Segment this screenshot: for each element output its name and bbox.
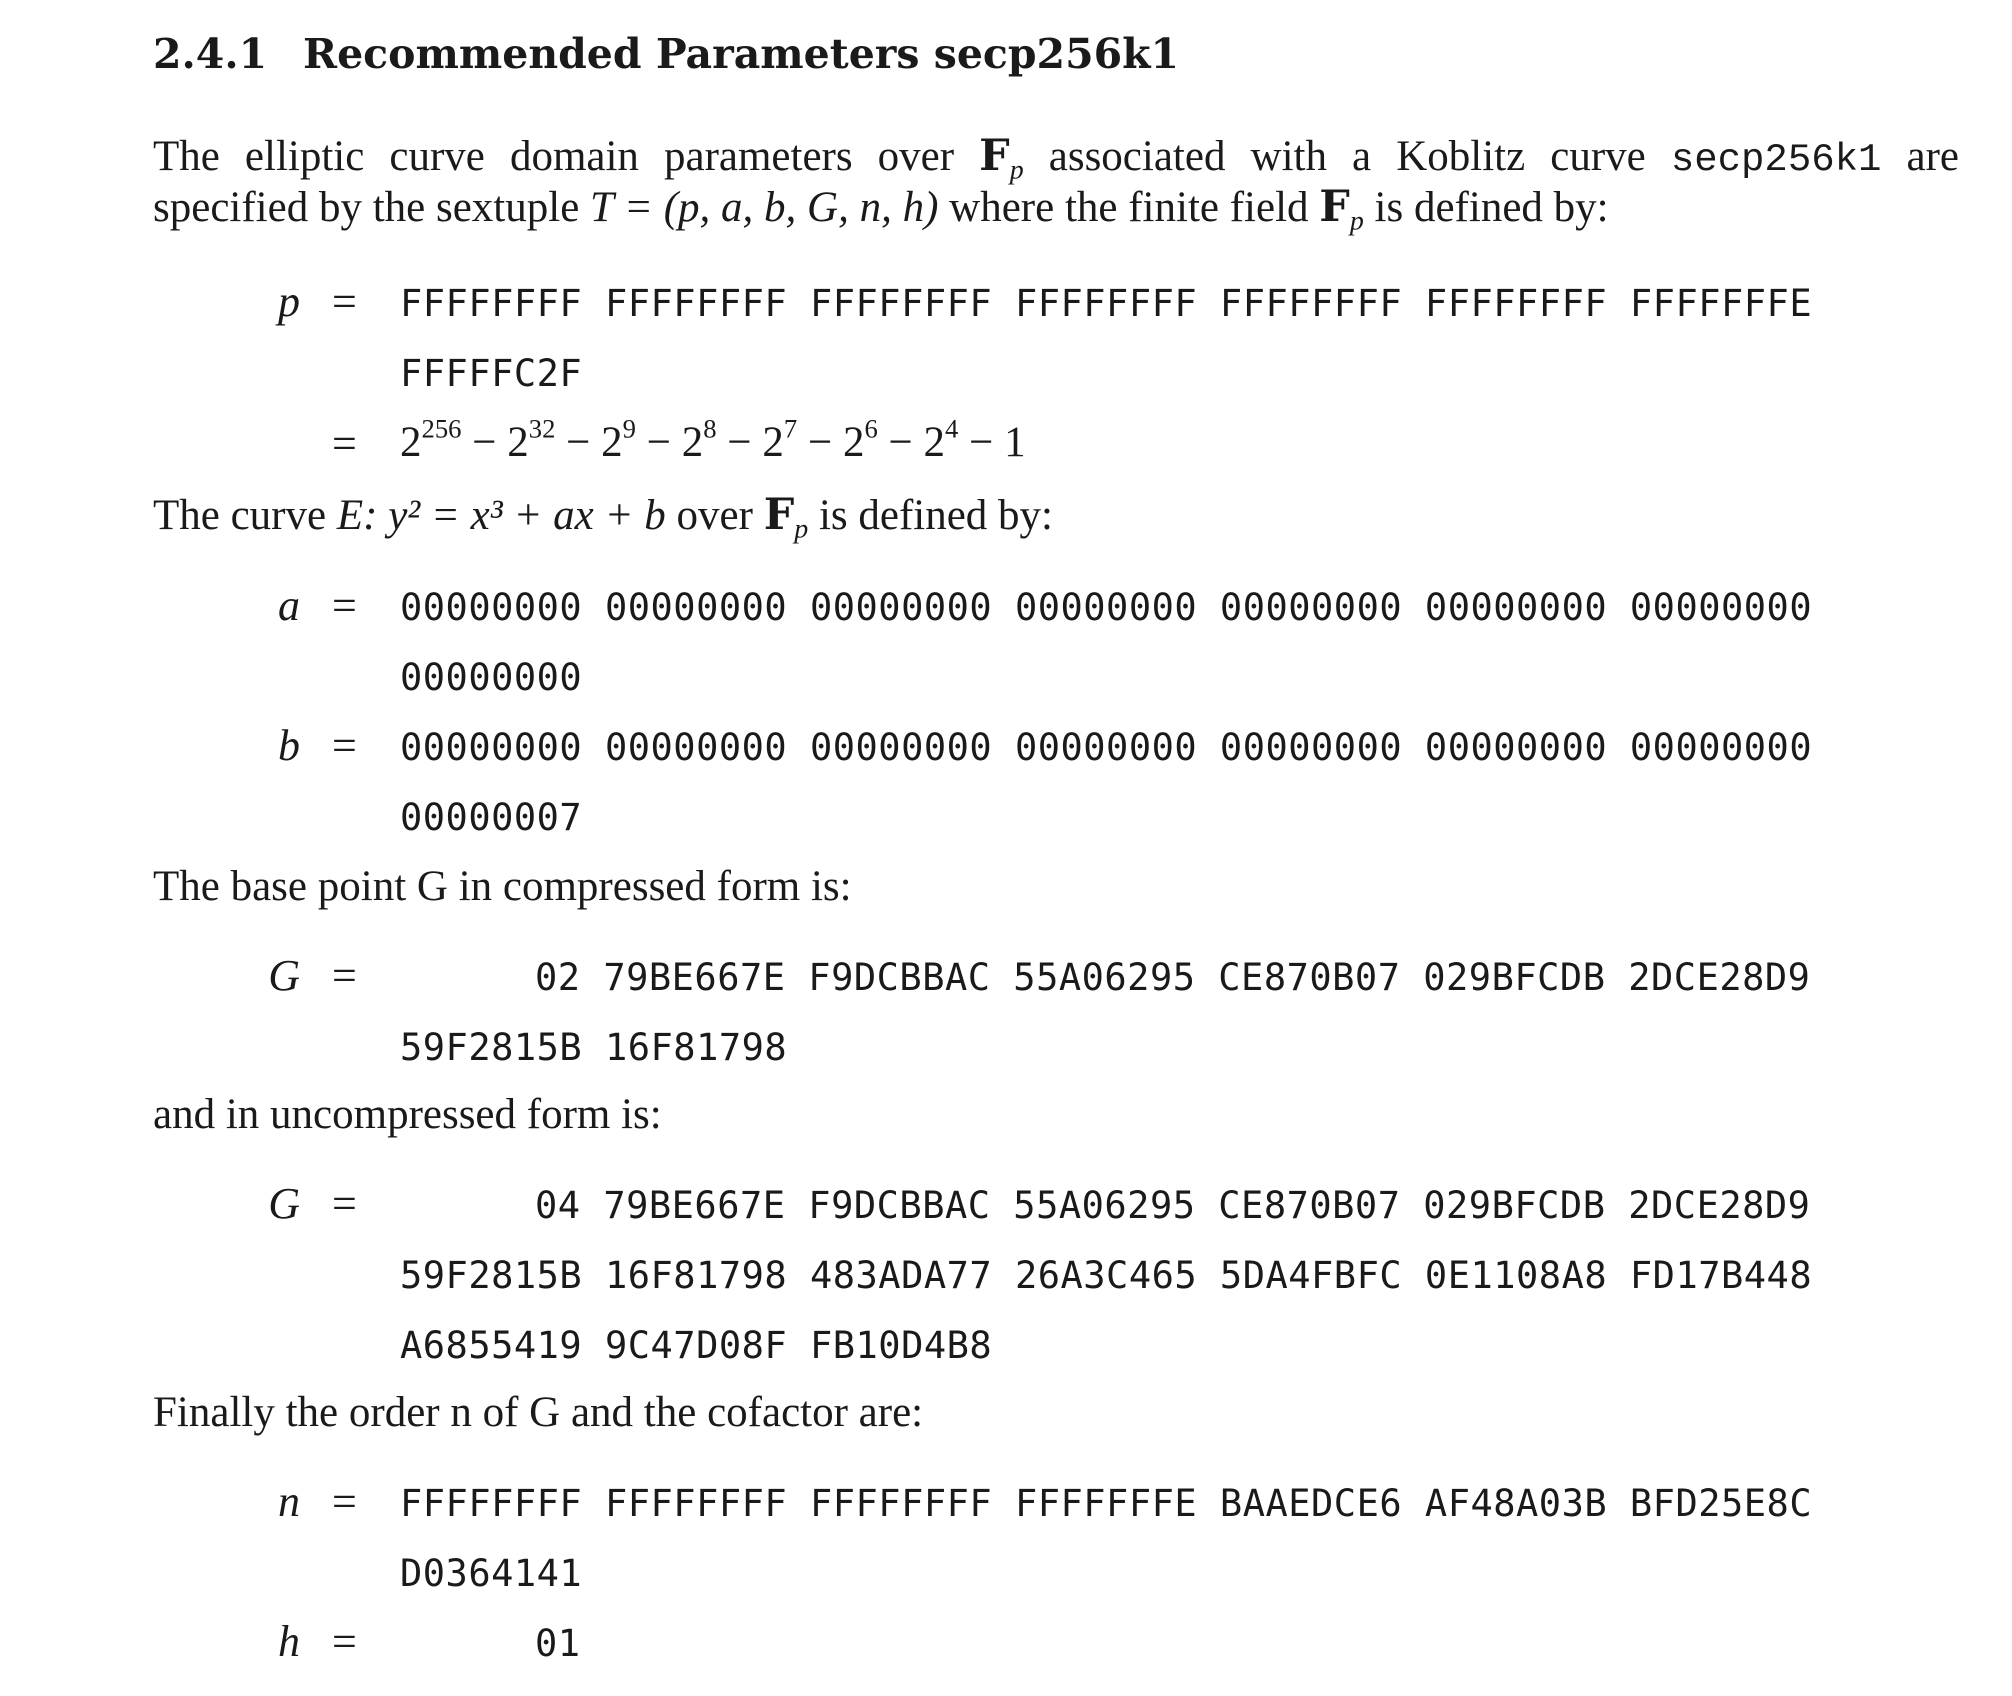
field-fp: $F_p$ (1319, 182, 1364, 237)
a-symbol: a (278, 581, 300, 630)
uncompressed-sentence: and in uncompressed form is: (153, 1091, 662, 1138)
g-uncompressed-line-3: A6855419 9C47D08F FB10D4B8 (400, 1324, 993, 1367)
equals-sign: = (332, 1477, 357, 1526)
a-value-line-1: 00000000 00000000 00000000 00000000 00000000 00000000 00000000 (400, 586, 1813, 629)
g-uncompressed-symbol: G (268, 1179, 300, 1228)
b-symbol: b (278, 721, 300, 770)
curve-name: secp256k1 (1670, 138, 1882, 182)
equals-sign: = (332, 1617, 357, 1666)
p-symbol: p (278, 277, 300, 326)
p-value-line-1: FFFFFFFF FFFFFFFF FFFFFFFF FFFFFFFF FFFFFFFF FFFFFFFF FFFFFFFE (400, 282, 1813, 325)
curve-label: E: (336, 492, 378, 539)
order-sentence: Finally the order n of G and the cofactor are: (153, 1389, 924, 1436)
intro-line-1 (153, 131, 1959, 186)
equals-sign: = (332, 277, 357, 326)
field-fp: $F_p$ (763, 490, 809, 545)
b-value-line-2: 00000007 (400, 796, 583, 839)
g-compressed-symbol: G (268, 951, 300, 1000)
equals-sign: = (332, 1179, 357, 1228)
n-value-line-1: FFFFFFFF FFFFFFFF FFFFFFFF FFFFFFFE BAAEDCE6 AF48A03B BFD25E8C (400, 1482, 1813, 1525)
field-fp: $F_p$ (979, 131, 1024, 186)
h-value: 01 (535, 1622, 581, 1665)
g-compressed-line-1: 02 79BE667E F9DCBBAC 55A06295 CE870B07 029BFCDB 2DCE28D9 (535, 956, 1811, 999)
curve-sentence: The curve E: y² = x³ + ax + b over $F_p$ is defined by: (153, 490, 1054, 545)
intro-text: are (1906, 133, 1960, 180)
p-value-line-2: FFFFFC2F (400, 352, 583, 395)
intro-text: is defined by: (1374, 184, 1609, 231)
sextuple: T = (p, a, b, G, n, h) (590, 184, 939, 231)
equals-sign: = (332, 419, 357, 468)
intro-text: where the finite field (949, 184, 1309, 231)
g-compressed-line-2: 59F2815B 16F81798 (400, 1026, 788, 1069)
base-point-sentence: The base point G in compressed form is: (153, 863, 852, 910)
n-value-line-2: D0364141 (400, 1552, 583, 1595)
intro-text: associated with a Koblitz curve (1048, 133, 1646, 180)
section-title: Recommended Parameters secp256k1 (303, 30, 1180, 78)
n-symbol: n (278, 1477, 300, 1526)
equals-sign: = (332, 721, 357, 770)
curve-equation: y² = x³ + ax + b (388, 492, 666, 539)
intro-text: specified by the sextuple (153, 184, 580, 231)
intro-text: The elliptic curve domain parameters over (153, 133, 955, 180)
a-value-line-2: 00000000 (400, 656, 583, 699)
g-uncompressed-line-1: 04 79BE667E F9DCBBAC 55A06295 CE870B07 029BFCDB 2DCE28D9 (535, 1184, 1811, 1227)
intro-line-2 (153, 182, 1609, 237)
p-power-expression: $2^{256} - 2^{32} - 2^9 - 2^8 - 2^7 - 2^6 - 2^4 - 1$ (400, 413, 1026, 466)
section-number: 2.4.1 (153, 30, 268, 78)
h-symbol: h (278, 1617, 300, 1666)
b-value-line-1: 00000000 00000000 00000000 00000000 00000000 00000000 00000000 (400, 726, 1813, 769)
g-uncompressed-line-2: 59F2815B 16F81798 483ADA77 26A3C465 5DA4FBFC 0E1108A8 FD17B448 (400, 1254, 1813, 1297)
equals-sign: = (332, 951, 357, 1000)
equals-sign: = (332, 581, 357, 630)
